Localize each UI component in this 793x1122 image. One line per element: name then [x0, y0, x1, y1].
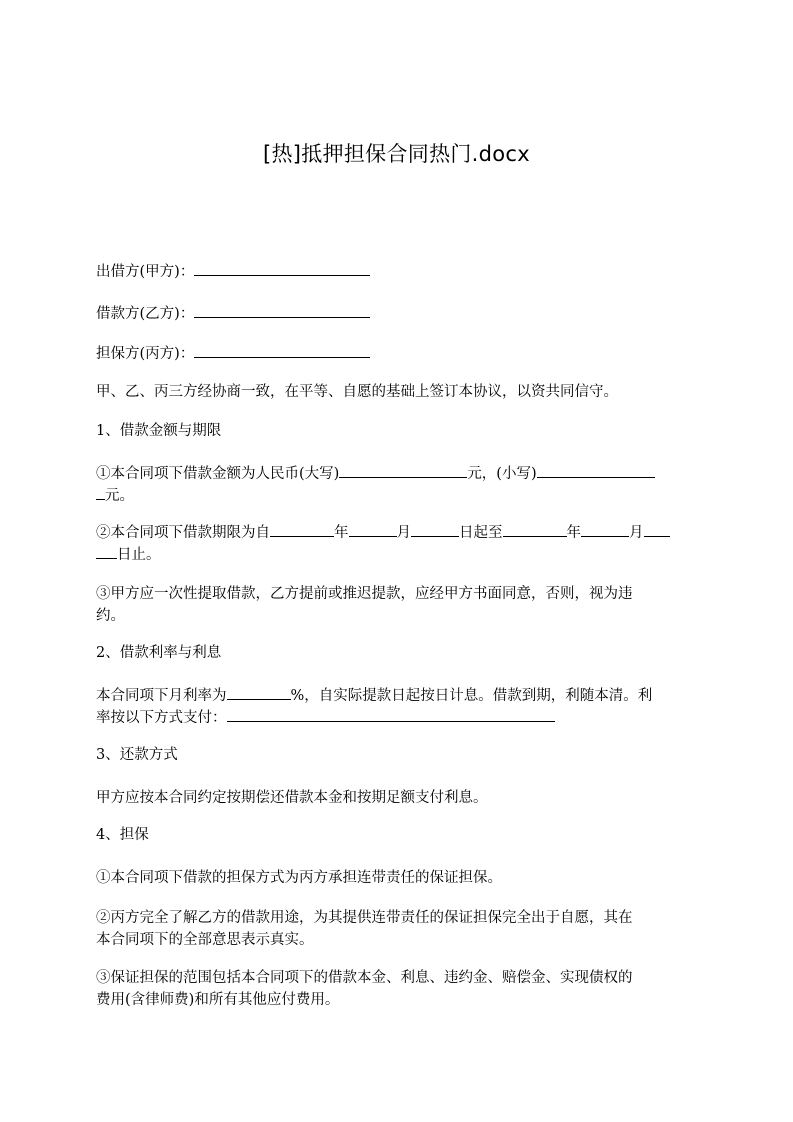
loan-amount-text-b: 元，(小写) — [467, 466, 537, 482]
borrower-line — [96, 302, 698, 326]
interest-text-a: 本合同项下月利率为 — [96, 688, 227, 704]
lender-label: 出借方(甲方)： — [96, 264, 195, 280]
loan-term-end: 日止。 — [117, 547, 161, 563]
loan-term-line-1 — [96, 521, 698, 545]
end-month-blank[interactable] — [581, 521, 629, 537]
start-day-blank[interactable] — [411, 521, 459, 537]
guarantee-paragraph-3-line-2: 费用(含律师费)和所有其他应付费用。 — [96, 992, 340, 1008]
amount-figures-blank[interactable] — [537, 462, 655, 478]
start-month-blank[interactable] — [349, 521, 397, 537]
lender-blank[interactable] — [194, 260, 370, 276]
amount-figures-blank-cont[interactable] — [96, 484, 105, 500]
end-year-blank[interactable] — [503, 521, 567, 537]
payment-method-blank[interactable] — [227, 706, 555, 722]
end-day-blank-cont[interactable] — [96, 543, 117, 559]
amount-words-blank[interactable] — [339, 462, 467, 478]
interest-line-2 — [96, 706, 698, 730]
guarantee-paragraph-2-line-1: ②丙方完全了解乙方的借款用途，为其提供连带责任的保证担保完全出于自愿，其在 — [96, 910, 633, 926]
loan-amount-text-c: 元。 — [105, 488, 134, 504]
section-4-heading: 4、担保 — [96, 827, 149, 843]
section-2-heading: 2、借款利率与利息 — [96, 645, 222, 661]
lender-line — [96, 260, 698, 284]
repayment-paragraph: 甲方应按本合同约定按期偿还借款本金和按期足额支付利息。 — [96, 790, 488, 806]
day-from-label: 日起至 — [459, 525, 503, 541]
guarantor-label: 担保方(丙方)： — [96, 346, 195, 362]
interest-line-1 — [96, 684, 698, 708]
guarantee-paragraph-3-line-1: ③保证担保的范围包括本合同项下的借款本金、利息、违约金、赔偿金、实现债权的 — [96, 970, 633, 986]
loan-amount-line-1 — [96, 462, 698, 486]
borrower-label: 借款方(乙方)： — [96, 306, 195, 322]
guarantor-blank[interactable] — [194, 342, 370, 358]
year-label-2: 年 — [566, 525, 581, 541]
section-3-heading: 3、还款方式 — [96, 747, 178, 763]
withdrawal-line-1: ③甲方应一次性提取借款，乙方提前或推迟提款，应经甲方书面同意，否则，视为违 — [96, 586, 633, 602]
interest-text-c: 率按以下方式支付： — [96, 710, 227, 726]
loan-term-line-2 — [96, 543, 698, 567]
loan-amount-line-2 — [96, 484, 698, 508]
year-label: 年 — [334, 525, 349, 541]
section-1-heading: 1、借款金额与期限 — [96, 423, 222, 439]
document-title: [热]抵押担保合同热门.docx — [262, 142, 530, 166]
guarantee-paragraph-1: ①本合同项下借款的担保方式为丙方承担连带责任的保证担保。 — [96, 870, 502, 886]
withdrawal-line-2: 约。 — [96, 608, 125, 624]
end-day-blank[interactable] — [644, 521, 670, 537]
guarantor-line — [96, 342, 698, 366]
loan-amount-text-a: ①本合同项下借款金额为人民币(大写) — [96, 466, 340, 482]
loan-term-text-a: ②本合同项下借款期限为自 — [96, 525, 270, 541]
intro-paragraph: 甲、乙、丙三方经协商一致，在平等、自愿的基础上签订本协议，以资共同信守。 — [96, 384, 618, 400]
borrower-blank[interactable] — [194, 302, 370, 318]
month-label: 月 — [396, 525, 411, 541]
guarantee-paragraph-2-line-2: 本合同项下的全部意思表示真实。 — [96, 932, 314, 948]
interest-text-b: %，自实际提款日起按日计息。借款到期，利随本清。利 — [290, 688, 653, 704]
month-label-2: 月 — [629, 525, 644, 541]
start-year-blank[interactable] — [270, 521, 334, 537]
monthly-rate-blank[interactable] — [227, 684, 291, 700]
